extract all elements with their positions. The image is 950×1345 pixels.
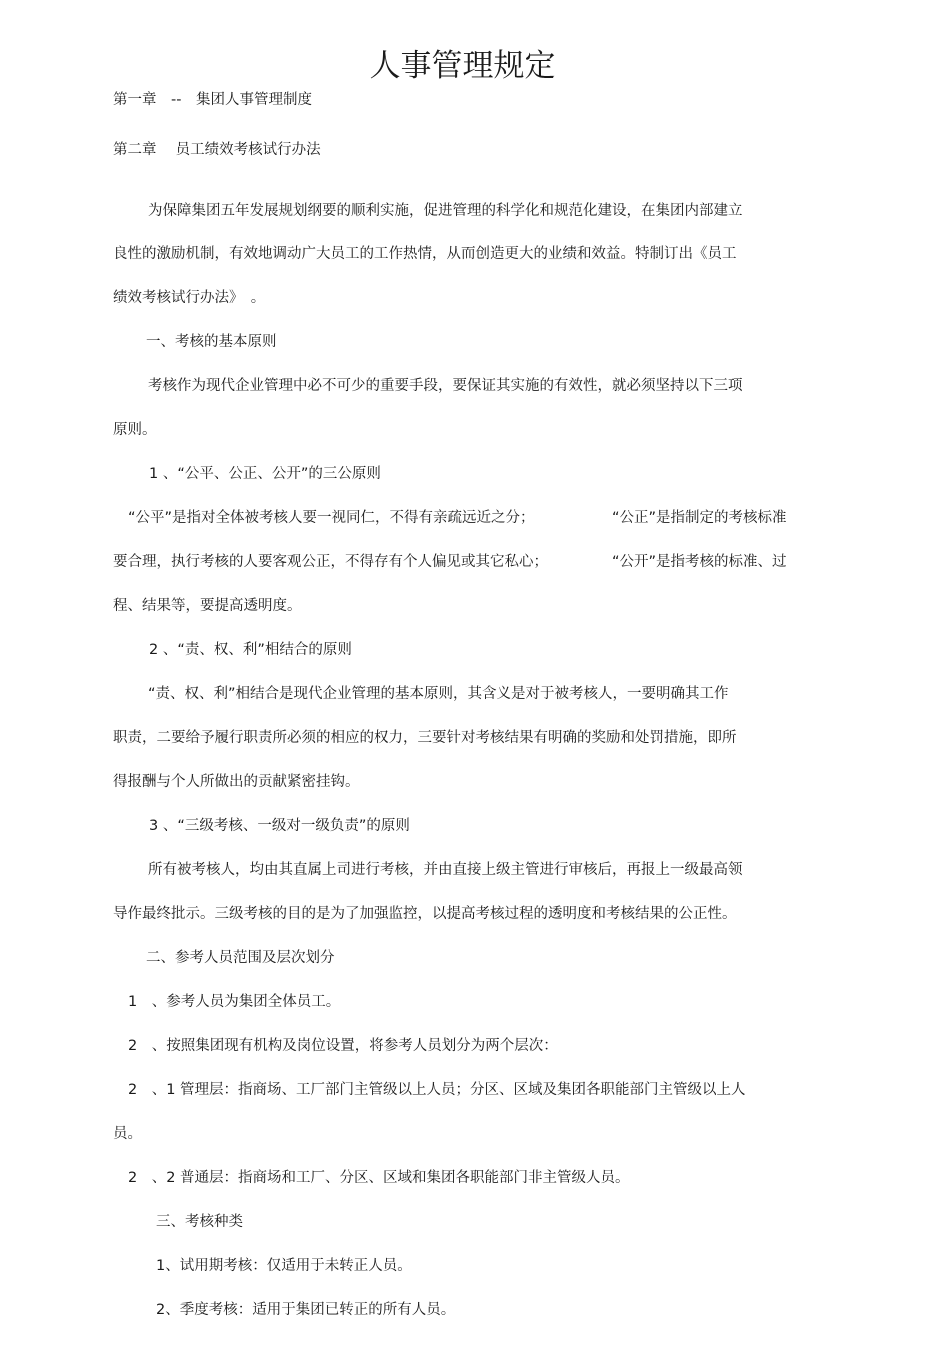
principle-1-line-2a: 要合理，执行考核的人要客观公正，不得存有个人偏见或其它私心； [113, 554, 548, 570]
principle-1-line-1b: “公正”是指制定的考核标准 [612, 510, 787, 526]
toc-chapter-2: 第二章 员工绩效考核试行办法 [113, 142, 321, 158]
section-3-item-2: 2、季度考核：适用于集团已转正的所有人员。 [156, 1302, 456, 1318]
principle-2-line-2: 职责，二要给予履行职责所必须的相应的权力，三要针对考核结果有明确的奖励和处罚措施，即所 [113, 730, 737, 746]
intro-line-2: 良性的激励机制，有效地调动广大员工的工作热情，从而创造更大的业绩和效益。特制订出《员工 [113, 246, 737, 262]
section-2-heading: 二、参考人员范围及层次划分 [146, 950, 335, 966]
section-1-heading: 一、考核的基本原则 [146, 334, 277, 350]
section-2-item-2-1-line-2: 员。 [113, 1126, 142, 1142]
section-3-item-1: 1、试用期考核：仅适用于未转正人员。 [156, 1258, 412, 1274]
section-2-item-1: 1 、参考人员为集团全体员工。 [128, 994, 341, 1010]
principle-1-line-1a: “公平”是指对全体被考核人要一视同仁，不得有亲疏远近之分； [128, 510, 535, 526]
section-2-item-2-2: 2 、2 普通层：指商场和工厂、分区、区域和集团各职能部门非主管级人员。 [128, 1170, 630, 1186]
principle-3-heading: 3 、“三级考核、一级对一级负责”的原则 [149, 818, 410, 834]
toc-chapter-1: 第一章 -- 集团人事管理制度 [113, 92, 312, 108]
section-2-item-2: 2 、按照集团现有机构及岗位设置，将参考人员划分为两个层次： [128, 1038, 558, 1054]
principle-1-line-3: 程、结果等，要提高透明度。 [113, 598, 302, 614]
principle-1-line-2b: “公开”是指考核的标准、过 [612, 554, 787, 570]
principle-3-line-2: 导作最终批示。三级考核的目的是为了加强监控，以提高考核过程的透明度和考核结果的公正性。 [113, 906, 737, 922]
section-1-para-line-1: 考核作为现代企业管理中必不可少的重要手段，要保证其实施的有效性，就必须坚持以下三项 [148, 378, 743, 394]
section-3-heading: 三、考核种类 [156, 1214, 243, 1230]
section-1-para-line-2: 原则。 [113, 422, 157, 438]
document-title: 人事管理规定 [369, 48, 556, 84]
principle-2-line-1: “责、权、利”相结合是现代企业管理的基本原则，其含义是对于被考核人，一要明确其工作 [148, 686, 729, 702]
principle-3-line-1: 所有被考核人，均由其直属上司进行考核，并由直接上级主管进行审核后，再报上一级最高领 [148, 862, 743, 878]
principle-2-line-3: 得报酬与个人所做出的贡献紧密挂钩。 [113, 774, 360, 790]
intro-line-1: 为保障集团五年发展规划纲要的顺利实施，促进管理的科学化和规范化建设，在集团内部建立 [148, 203, 743, 219]
section-2-item-2-1-line-1: 2 、1 管理层：指商场、工厂部门主管级以上人员；分区、区域及集团各职能部门主管级以上人 [128, 1082, 746, 1098]
principle-1-heading: 1 、“公平、公正、公开”的三公原则 [149, 466, 381, 482]
principle-2-heading: 2 、“责、权、利”相结合的原则 [149, 642, 352, 658]
intro-line-3: 绩效考核试行办法》 。 [113, 290, 266, 306]
